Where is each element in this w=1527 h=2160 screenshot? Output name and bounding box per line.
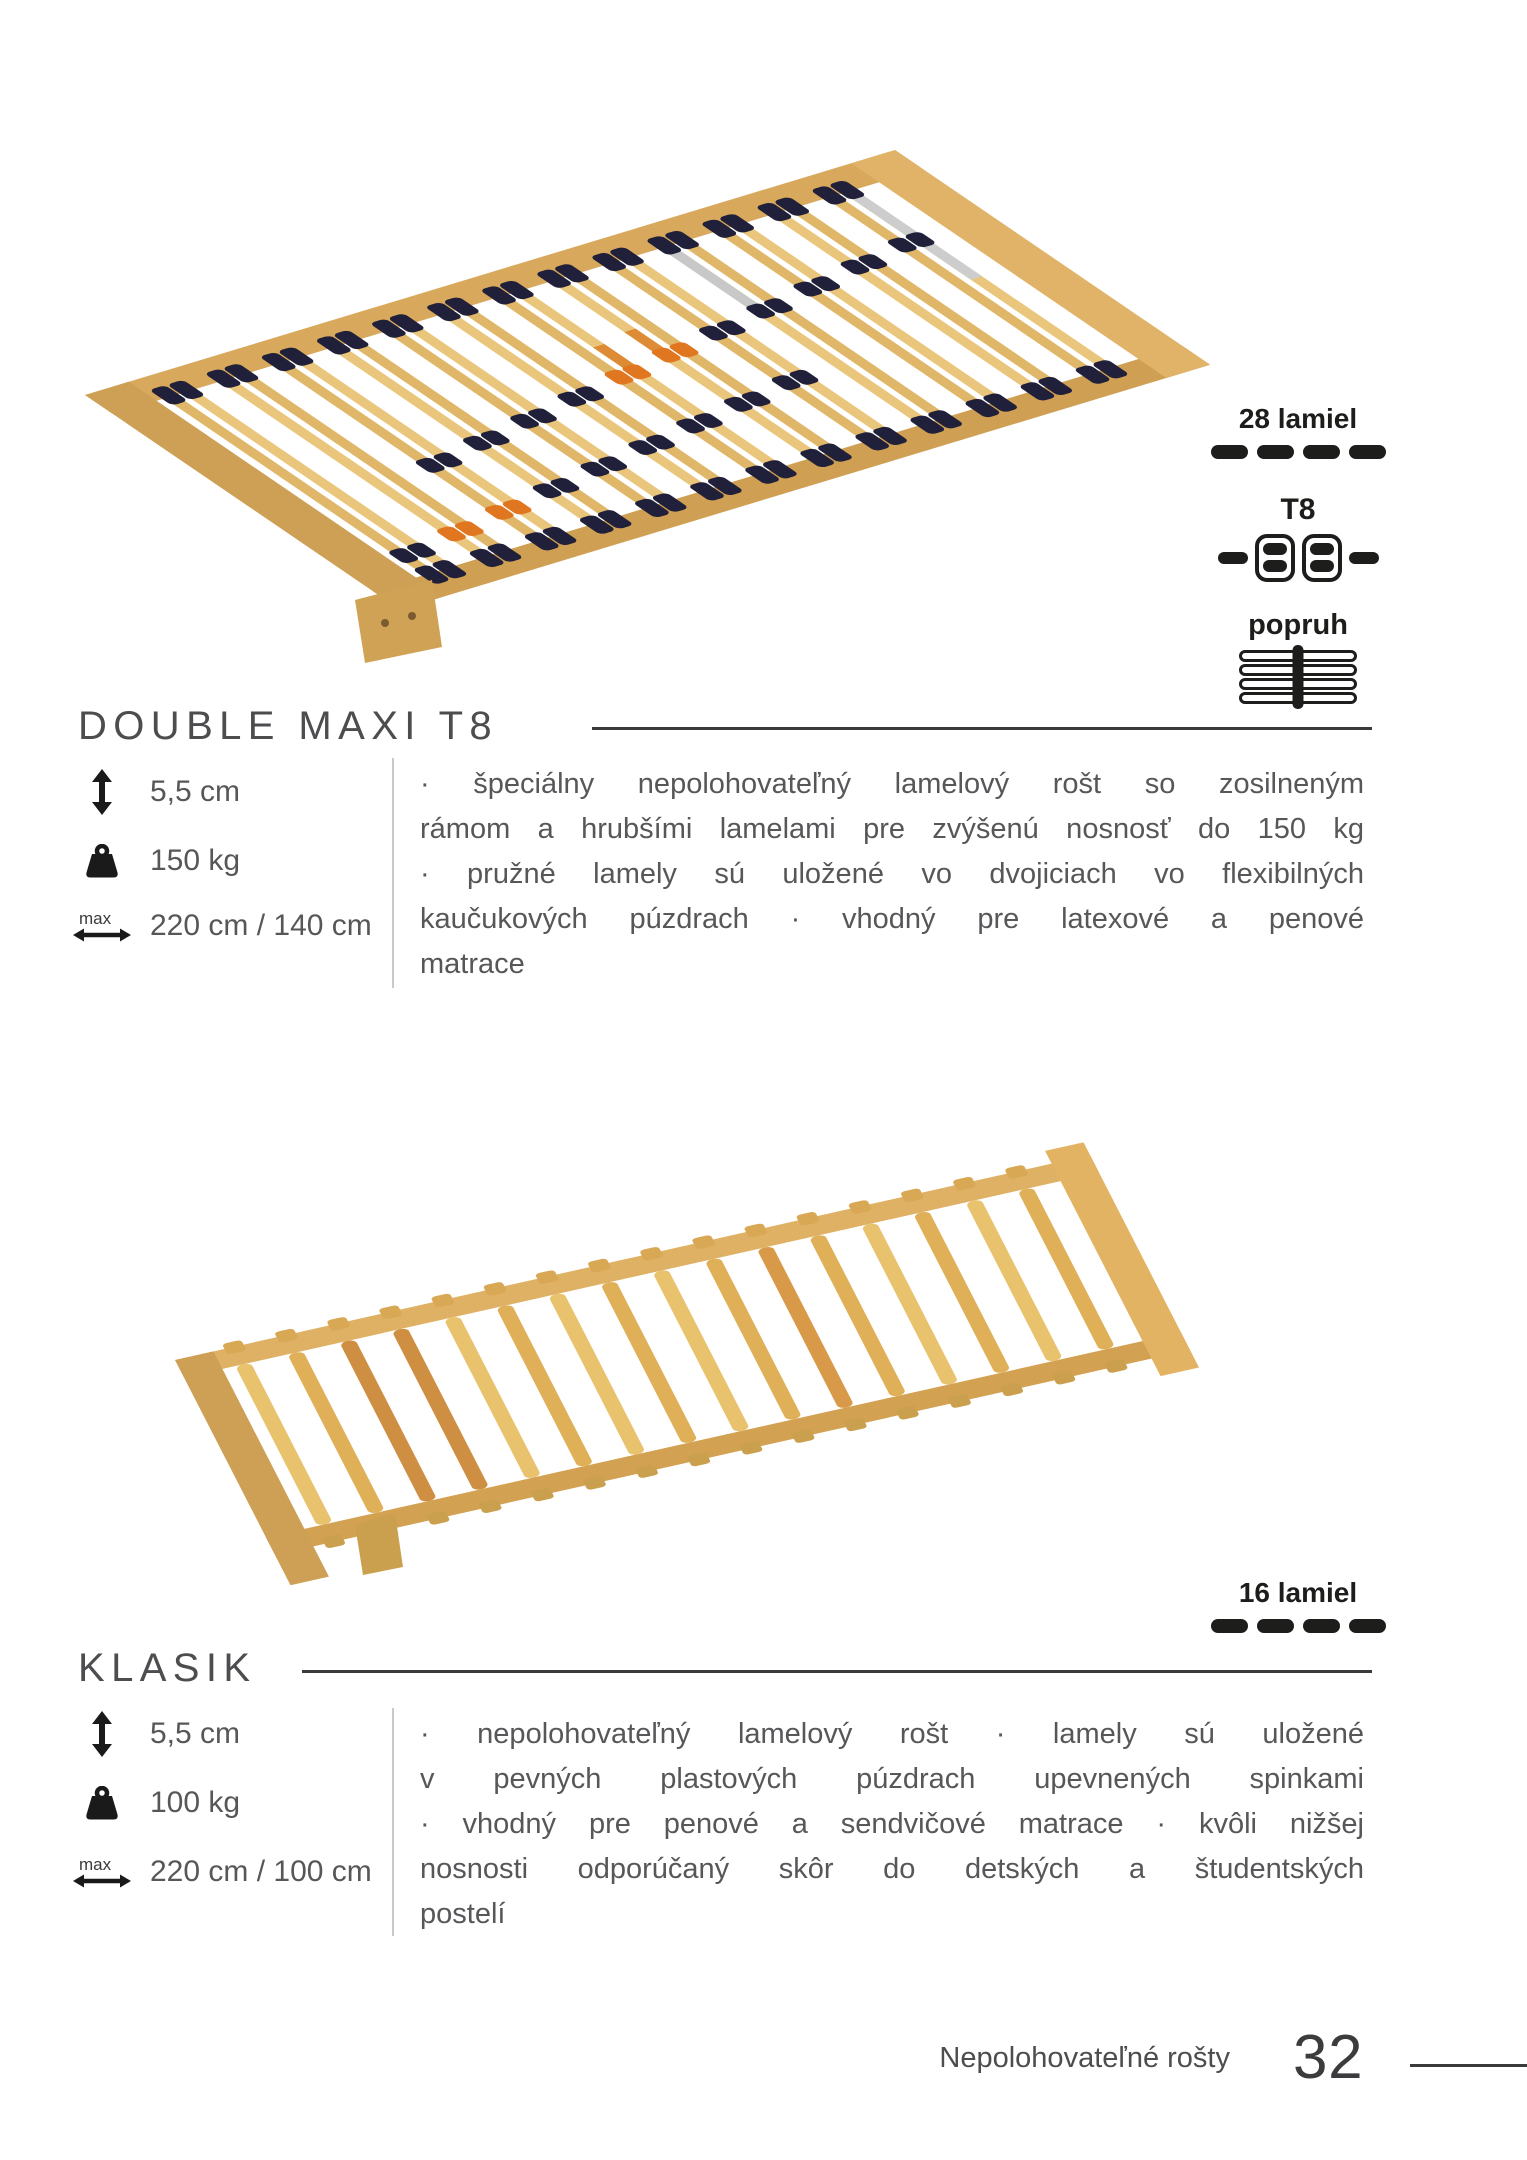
description-line: matrace [420, 948, 525, 980]
description-line: rámom a hrubšími lamelami pre zvýšenú nosnosť do 150 kg [420, 813, 1364, 845]
product-description-klasik [420, 1712, 1364, 1937]
spec-dimensions [70, 898, 390, 954]
spec-dimensions-value: 220 cm / 100 cm [150, 1855, 372, 1888]
spec-description-divider [392, 1708, 394, 1936]
popruh-strap-label: popruh [1248, 608, 1348, 641]
spec-dimensions [70, 1844, 390, 1900]
product-title-double-maxi-t8: DOUBLE MAXI T8 [78, 704, 499, 748]
spec-description-divider [392, 758, 394, 988]
lamella-count-icon [1211, 445, 1386, 459]
popruh-strap-icon [1239, 650, 1357, 704]
lamella-count-icon [1211, 1619, 1386, 1633]
description-line: · vhodný pre penové a sendvičové matrace · kvôli nižšej [420, 1808, 1364, 1840]
bed-base-foot [355, 580, 442, 663]
height-icon [70, 769, 134, 815]
description-line: nosnosti odporúčaný skôr do detských a študentských [420, 1853, 1364, 1885]
description-line: · špeciálny nepolohovateľný lamelový rošt so zosilneným [420, 768, 1364, 800]
t8-holder-label: T8 [1280, 492, 1316, 526]
weight-icon [70, 844, 134, 878]
spec-max-load-value: 150 kg [150, 844, 241, 877]
max-width-icon: max [70, 910, 134, 942]
spec-height-value: 5,5 cm [150, 775, 241, 808]
description-line: postelí [420, 1898, 506, 1930]
product-description-double-maxi-t8 [420, 762, 1364, 987]
t8-holder-icon [1218, 534, 1379, 582]
feature-badges-klasik [1200, 1578, 1396, 1633]
product-photo-klasik [100, 1055, 1240, 1600]
spec-max-load [70, 833, 390, 889]
description-line: · nepolohovateľný lamelový rošt · lamely sú uložené [420, 1718, 1364, 1750]
page-number: 32 [1293, 2023, 1364, 2092]
spec-height [70, 1706, 390, 1762]
description-line: v pevných plastových púzdrach upevnených spinkami [420, 1763, 1364, 1795]
footer-rule [1410, 2064, 1527, 2067]
lamella-count-label: 28 lamiel [1238, 403, 1358, 434]
spec-dimensions-value: 220 cm / 140 cm [150, 909, 372, 942]
description-line: · pružné lamely sú uložené vo dvojiciach vo flexibilných [420, 858, 1364, 890]
title-rule [302, 1670, 1372, 1673]
product-photo-double-maxi-t8 [60, 95, 1240, 675]
max-width-icon: max [70, 1856, 134, 1888]
product-title-klasik: KLASIK [78, 1646, 257, 1690]
footer-section-label: Nepolohovateľné rošty [939, 2042, 1230, 2074]
description-line: kaučukových púzdrach · vhodný pre latexové a penové [420, 903, 1364, 935]
weight-icon [70, 1786, 134, 1820]
feature-badges-double-maxi-t8 [1200, 404, 1396, 704]
spec-max-load-value: 100 kg [150, 1786, 241, 1819]
height-icon [70, 1711, 134, 1757]
spec-height-value: 5,5 cm [150, 1717, 241, 1750]
spec-max-load [70, 1775, 390, 1831]
spec-height [70, 764, 390, 820]
title-rule [592, 727, 1372, 730]
lamella-count-label: 16 lamiel [1238, 1577, 1358, 1608]
